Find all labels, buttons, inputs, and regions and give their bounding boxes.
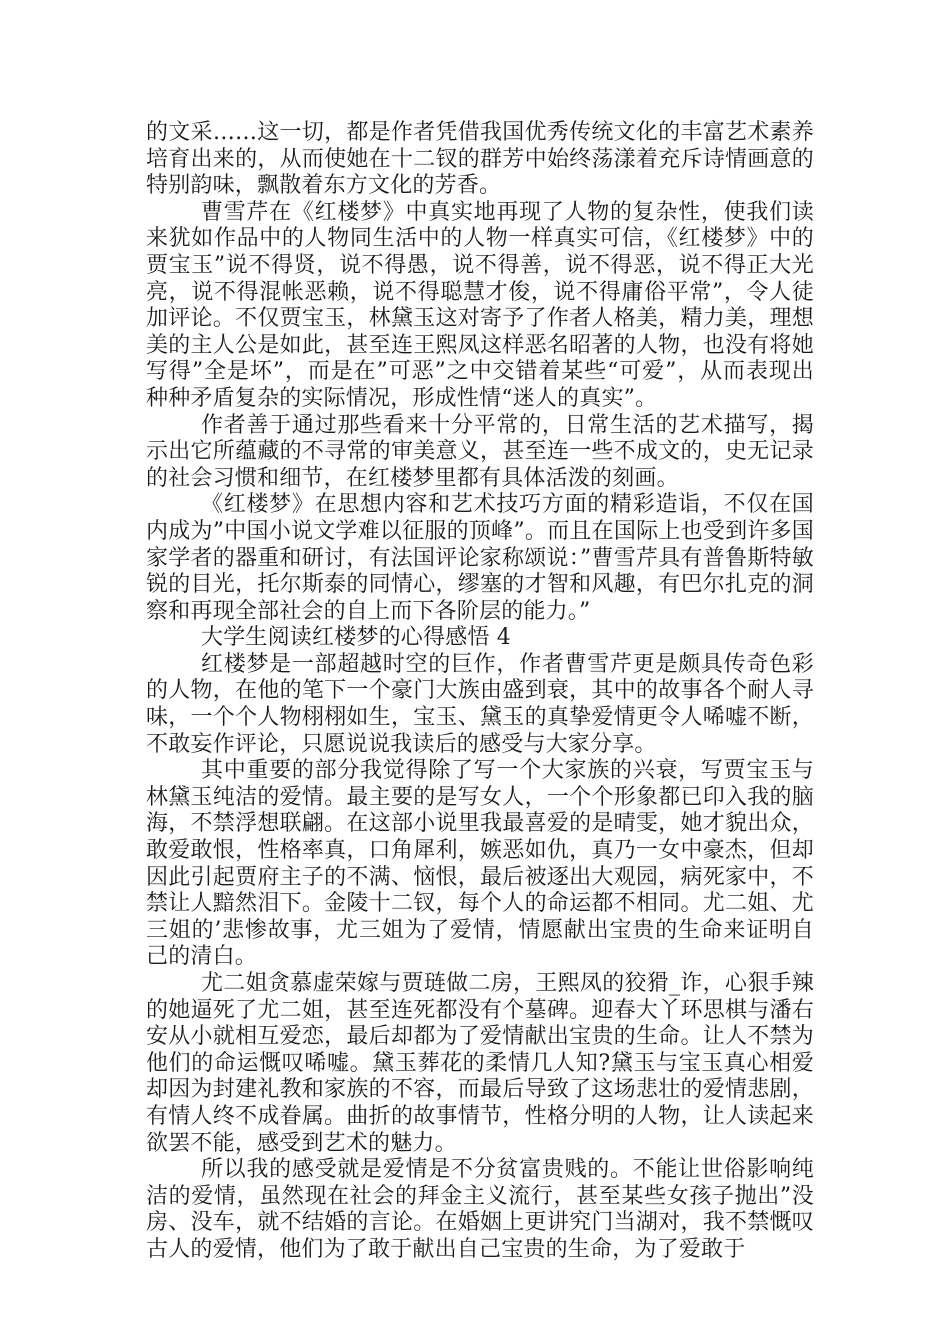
section-heading: 大学生阅读红楼梦的心得感悟 4	[201, 625, 511, 651]
paragraph: 其中重要的部分我觉得除了写一个大家族的兴衰，写贾宝玉与林黛玉纯洁的爱情。最主要的是写女人，一个个形象都已印入我的脑海，不禁浮想联翩。在这部小说里我最喜爱的是晴雯，她才貌出众，敢爱敢恨，性格率真，口角犀利，嫉恶如仇，真乃一女中豪杰，但却因此引起贾府主子的不满、恼恨，最后被逐出大观园，病死家中，不禁让人黯然泪下。金陵十二钗，每个人的命运都不相同。尤二姐、尤三姐的’悲惨故事，尤三姐为了爱情，情愿献出宝贵的生命来证明自己的清白。	[146, 758, 814, 970]
paragraph-continuation: 的文采……这一切，都是作者凭借我国优秀传统文化的丰富艺术素养培育出来的，从而使她在十二钗的群芳中始终荡漾着充斥诗情画意的特别韵味，飘散着东方文化的芳香。	[146, 120, 814, 199]
paragraph: 所以我的感受就是爱情是不分贫富贵贱的。不能让世俗影响纯洁的爱情，虽然现在社会的拜金主义流行，甚至某些女孩子抛出”没房、没车，就不结婚的言论。在婚姻上更讲究门当湖对，我不禁慨叹古人的爱情，他们为了敢于献出自己宝贵的生命，为了爱敢于	[146, 1157, 814, 1262]
paragraph: 尤二姐贪慕虚荣嫁与贾琏做二房，王熙凤的狡猾_诈，心狠手辣的她逼死了尤二姐，甚至连死都没有个墓碑。迎春大丫环思棋与潘右安从小就相互爱恋，最后却都为了爱情献出宝贵的生命。让人不禁为他们的命运慨叹唏嘘。黛玉葬花的柔情几人知?黛玉与宝玉真心相爱却因为封建礼教和家族的不容，而最后导致了这场悲壮的爱情悲剧，有情人终不成眷属。曲折的故事情节，性格分明的人物，让人读起来欲罢不能，感受到艺术的魅力。	[146, 971, 814, 1156]
paragraph: 曹雪芹在《红楼梦》中真实地再现了人物的复杂性，使我们读来犹如作品中的人物同生活中的人物一样真实可信，《红楼梦》中的贾宝玉”说不得贤，说不得愚，说不得善，说不得恶，说不得正大光亮，说不得混帐恶赖，说不得聪慧才俊，说不得庸俗平常”，令人徒加评论。不仅贾宝玉，林黛玉这对寄予了作者人格美，精力美，理想美的主人公是如此，甚至连王熙凤这样恶名昭著的人物，也没有将她写得”全是坏”，而是在”可恶”之中交错着某些“可爱”，从而表现出种种矛盾复杂的实际情况，形成性情“迷人的真实”。	[146, 199, 814, 411]
paragraph: 红楼梦是一部超越时空的巨作，作者曹雪芹更是颇具传奇色彩的人物，在他的笔下一个豪门大族由盛到衰，其中的故事各个耐人寻味，一个个人物栩栩如生，宝玉、黛玉的真挚爱情更令人唏嘘不断，不敢妄作评论，只愿说说我读后的感受与大家分享。	[146, 651, 814, 757]
paragraph: 《红楼梦》在思想内容和艺术技巧方面的精彩造诣，不仅在国内成为”中国小说文学难以征服的顶峰”。而且在国际上也受到许多国家学者的器重和研讨，有法国评论家称颂说：”曹雪芹具有普鲁斯特敏锐的目光，托尔斯泰的同情心，缪塞的才智和风趣，有巴尔扎克的洞察和再现全部社会的自上而下各阶层的能力。”	[146, 492, 814, 624]
paragraph: 作者善于通过那些看来十分平常的，日常生活的艺术描写，揭示出它所蕴藏的不寻常的审美意义，甚至连一些不成文的，史无记录的社会习惯和细节，在红楼梦里都有具体活泼的刻画。	[146, 412, 814, 491]
document-body	[146, 120, 814, 1264]
